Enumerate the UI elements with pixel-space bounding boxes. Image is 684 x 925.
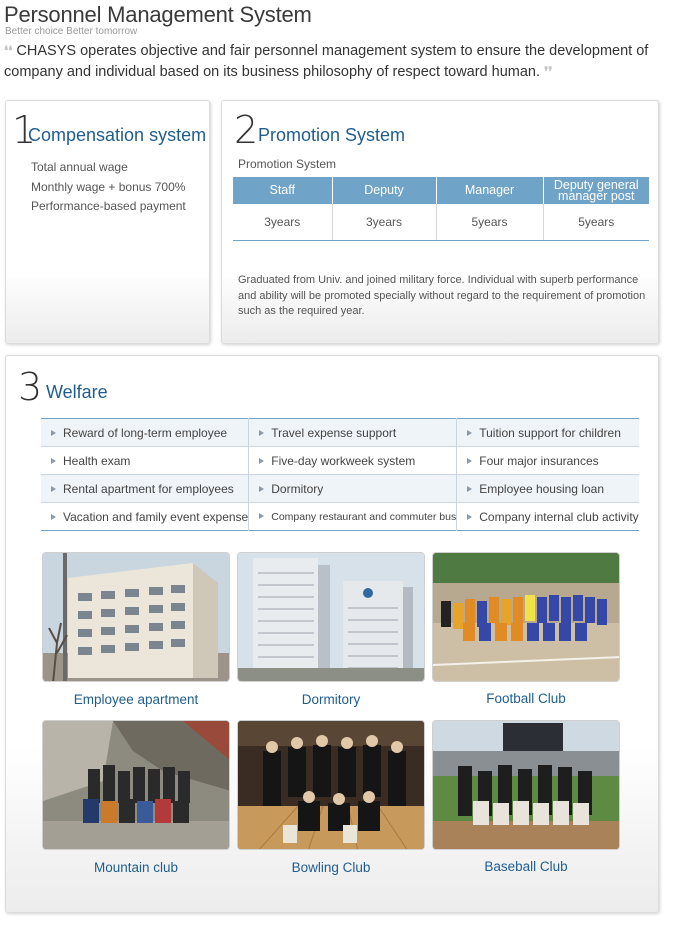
dormitory-photo bbox=[237, 552, 425, 682]
welfare-table bbox=[41, 418, 639, 531]
welfare-item-label: Travel expense support bbox=[271, 425, 397, 440]
table-row bbox=[41, 475, 639, 503]
arrow-bullet-icon bbox=[467, 430, 472, 436]
close-quote-icon: ❜❜ bbox=[544, 65, 553, 80]
section-title: Compensation system bbox=[28, 125, 207, 145]
intro-body: CHASYS operates objective and fair personnel management system to ensure the development of company and individual based on its business philosophy of respect toward human. bbox=[4, 43, 649, 80]
welfare-item bbox=[457, 419, 639, 447]
arrow-bullet-icon bbox=[259, 430, 264, 436]
list-item: Monthly wage + bonus 700% bbox=[31, 179, 186, 194]
welfare-item-label: Tuition support for children bbox=[479, 425, 621, 440]
baseball-club-photo bbox=[432, 720, 620, 850]
photo-caption: Baseball Club bbox=[484, 859, 568, 874]
section-number: 3 bbox=[18, 365, 43, 409]
welfare-item bbox=[457, 447, 639, 475]
welfare-item-label: Vacation and family event expense bbox=[63, 509, 249, 524]
arrow-bullet-icon bbox=[259, 486, 264, 492]
promotion-section bbox=[221, 100, 659, 344]
welfare-item bbox=[41, 447, 249, 475]
page-title: Personnel Management System bbox=[4, 2, 312, 27]
photo-caption: Dormitory bbox=[301, 692, 361, 707]
bowling-club-photo bbox=[237, 720, 425, 850]
intro-text bbox=[4, 41, 674, 83]
welfare-item-label: Reward of long-term employee bbox=[63, 425, 228, 440]
table-row bbox=[233, 204, 649, 240]
football-club-photo bbox=[432, 552, 620, 682]
welfare-item bbox=[249, 447, 457, 475]
photo-caption: Mountain club bbox=[93, 860, 179, 875]
column-header: Manager bbox=[436, 177, 543, 204]
welfare-item bbox=[249, 475, 457, 503]
welfare-item bbox=[41, 503, 249, 531]
arrow-bullet-icon bbox=[467, 514, 472, 520]
section-title: Promotion System bbox=[258, 125, 406, 145]
arrow-bullet-icon bbox=[467, 486, 472, 492]
welfare-item-label: Employee housing loan bbox=[479, 481, 605, 496]
compensation-section bbox=[5, 100, 210, 344]
arrow-bullet-icon bbox=[51, 486, 56, 492]
table-cell: 3years bbox=[233, 204, 332, 240]
table-row bbox=[41, 419, 639, 447]
welfare-item bbox=[249, 503, 457, 531]
table-cell: 5years bbox=[436, 204, 543, 240]
section-number: 1 bbox=[12, 108, 37, 152]
welfare-section bbox=[5, 355, 659, 913]
welfare-item bbox=[457, 475, 639, 503]
table-row bbox=[41, 447, 639, 475]
photo-caption: Football Club bbox=[486, 691, 566, 706]
table-row bbox=[41, 503, 639, 531]
welfare-item bbox=[457, 503, 639, 531]
welfare-item-label: Company restaurant and commuter bus bbox=[271, 510, 457, 523]
column-header: Deputy bbox=[332, 177, 436, 204]
welfare-item-label: Five-day workweek system bbox=[271, 453, 416, 468]
column-header: Deputy general manager post bbox=[543, 177, 649, 204]
welfare-item-label: Rental apartment for employees bbox=[63, 481, 234, 496]
table-header-row bbox=[233, 177, 649, 204]
welfare-item bbox=[41, 475, 249, 503]
welfare-item bbox=[41, 419, 249, 447]
section-number: 2 bbox=[234, 108, 259, 152]
mountain-club-photo bbox=[42, 720, 230, 850]
compensation-list bbox=[31, 158, 186, 217]
table-cell: 3years bbox=[332, 204, 436, 240]
promotion-caption: Promotion System bbox=[238, 157, 337, 171]
arrow-bullet-icon bbox=[467, 458, 472, 464]
promotion-note: Graduated from Univ. and joined military force. Individual with superb performance and ability will be promoted specially without regard to the requirement of promotion such as the required year. bbox=[238, 274, 646, 317]
page-subtitle: Better choice Better tomorrow bbox=[5, 26, 138, 37]
photo-caption: Bowling Club bbox=[291, 860, 371, 875]
welfare-item bbox=[249, 419, 457, 447]
photo-caption: Employee apartment bbox=[73, 692, 199, 707]
welfare-item-label: Dormitory bbox=[271, 481, 324, 496]
welfare-item-label: Health exam bbox=[63, 453, 131, 468]
open-quote-icon: ❛❛ bbox=[4, 44, 13, 59]
arrow-bullet-icon bbox=[259, 513, 264, 519]
arrow-bullet-icon bbox=[51, 514, 56, 520]
list-item: Performance-based payment bbox=[31, 199, 186, 213]
promotion-table bbox=[233, 177, 649, 241]
employee-apartment-photo bbox=[42, 552, 230, 682]
arrow-bullet-icon bbox=[51, 458, 56, 464]
welfare-item-label: Four major insurances bbox=[479, 453, 599, 468]
welfare-item-label: Company internal club activity bbox=[479, 509, 639, 524]
arrow-bullet-icon bbox=[259, 458, 264, 464]
section-title: Welfare bbox=[46, 382, 108, 402]
list-item: Total annual wage bbox=[31, 160, 128, 174]
table-cell: 5years bbox=[543, 204, 649, 240]
column-header: Staff bbox=[233, 177, 332, 204]
arrow-bullet-icon bbox=[51, 430, 56, 436]
